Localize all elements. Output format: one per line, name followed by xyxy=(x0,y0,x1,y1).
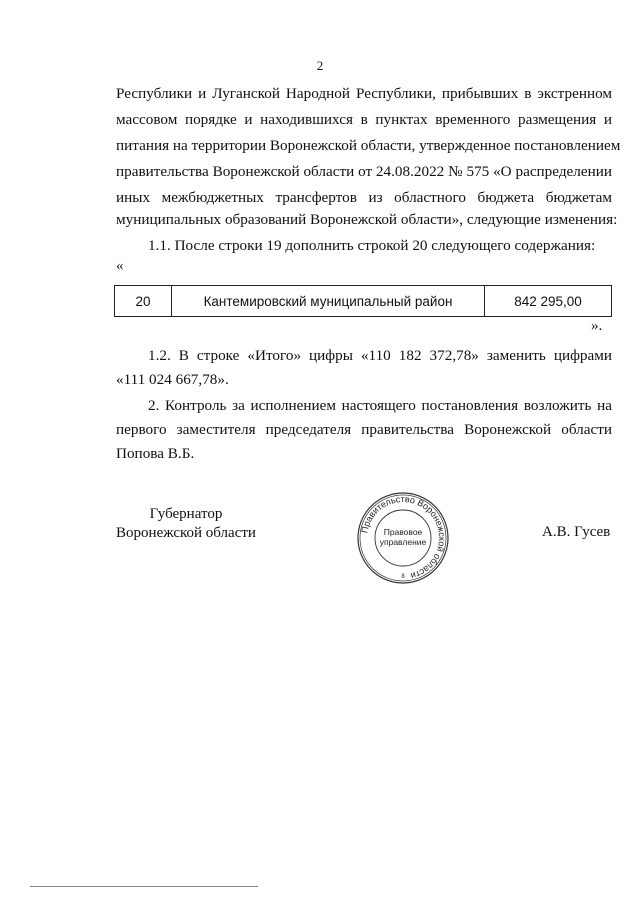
paragraph-line: массовом порядке и находившихся в пунктах временного размещения и xyxy=(116,111,612,128)
paragraph-line: питания на территории Воронежской области, утвержденное постановлением xyxy=(116,137,621,154)
signature-title xyxy=(106,505,266,543)
item-1-2-line: 1.2. В строке «Итого» цифры «110 182 372,78» заменить цифрами xyxy=(148,347,612,364)
stamp-inner-line2: управление xyxy=(379,537,427,547)
row-name-cell: Кантемировский муниципальный район xyxy=(172,286,485,317)
item-2-line: первого заместителя председателя правительства Воронежской области xyxy=(116,421,612,438)
item-1-2-line: «111 024 667,78». xyxy=(116,371,229,388)
item-2-line: Попова В.Б. xyxy=(116,445,195,462)
table-row xyxy=(115,286,612,317)
official-stamp-icon xyxy=(355,490,451,586)
page-number: 2 xyxy=(316,58,324,73)
inserted-row-table xyxy=(114,285,612,317)
quote-open: « xyxy=(116,258,124,274)
paragraph-line: иных межбюджетных трансфертов из областного бюджета бюджетам xyxy=(116,189,612,206)
paragraph-line: Республики и Луганской Народной Республики, прибывших в экстренном xyxy=(116,85,612,102)
paragraph-line: правительства Воронежской области от 24.08.2022 № 575 «О распределении xyxy=(116,163,612,180)
row-number-cell: 20 xyxy=(115,286,172,317)
stamp-number: 8 xyxy=(401,574,405,580)
paragraph-line: муниципальных образований Воронежской области», следующие изменения: xyxy=(116,211,618,228)
stamp-outer-text: Правительство Воронежской области xyxy=(359,493,448,582)
footer-rule xyxy=(30,886,258,887)
quote-close: ». xyxy=(591,318,603,334)
row-amount-cell: 842 295,00 xyxy=(485,286,612,317)
stamp-inner-line1: Правовое xyxy=(383,527,423,537)
item-1-1: 1.1. После строки 19 дополнить строкой 20 следующего содержания: xyxy=(148,237,596,254)
signature-title-line2: Воронежской области xyxy=(116,525,256,541)
item-2-line: 2. Контроль за исполнением настоящего постановления возложить на xyxy=(148,397,612,414)
signature-title-line1: Губернатор xyxy=(149,506,223,522)
signature-name: А.В. Гусев xyxy=(542,524,611,540)
